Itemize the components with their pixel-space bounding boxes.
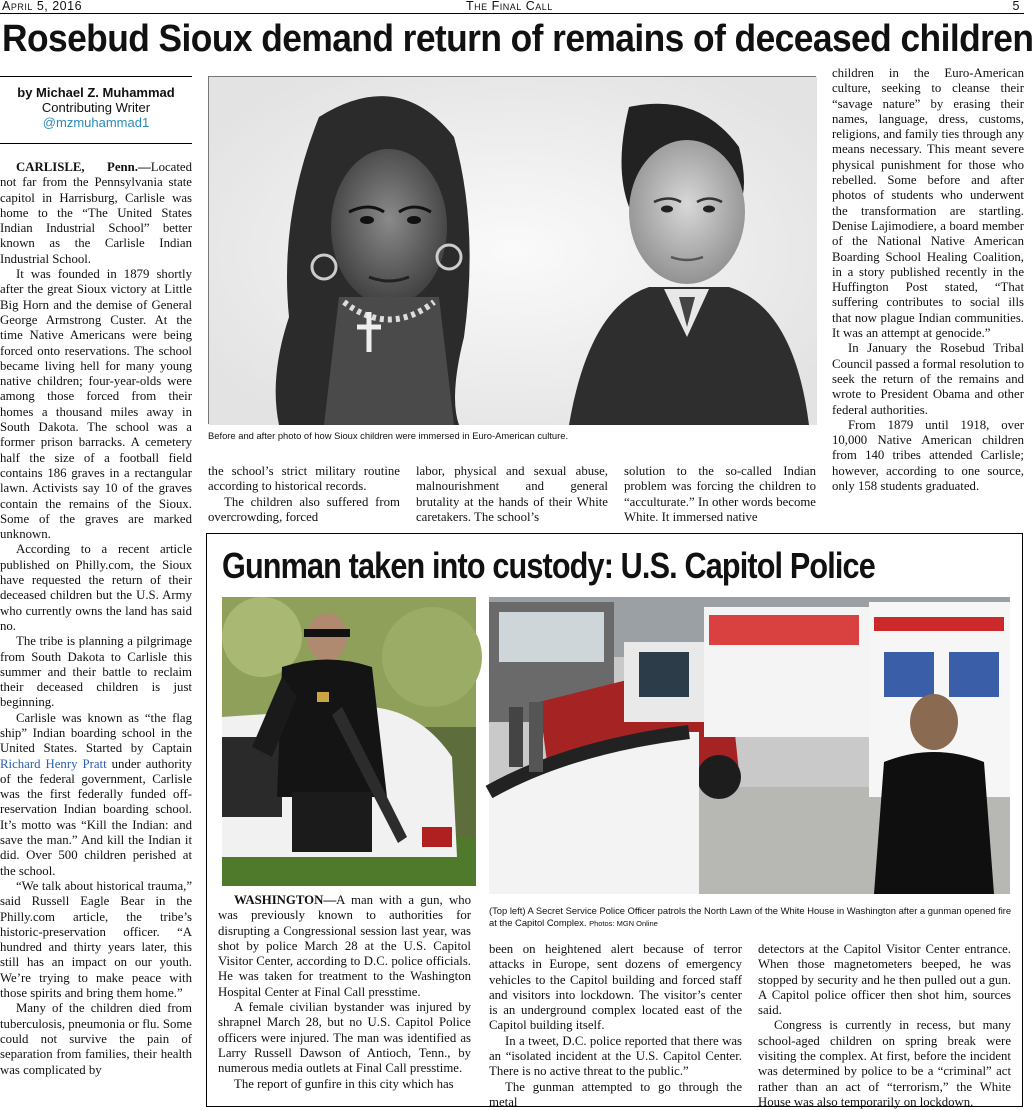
paragraph: In January the Rosebud Tribal Council passed a formal resolution to seek the return of the remains and wrote to President Obama and other federal authorities.: [832, 341, 1024, 417]
paragraph: It was founded in 1879 shortly after the great Sioux victory at Little Big Horn and the demise of General George Armstrong Custer. At the time Native Americans were being forced onto reservations. The school became living hell for many young native children; four-year-olds were among those forced from their homes a thousand miles away in South Dakota. The school was a former prison barracks. A cemetery half the size of a football field contains 186 graves in a rectangular lawn. Activists say 10 of the graves contain the remains of the Sioux. Some of the graves are marked unknown.: [0, 267, 192, 542]
paragraph: In a tweet, D.C. police reported that there was an “isolated incident at the U.S. Capitol Center. There is no active threat to the public.”: [489, 1033, 742, 1079]
dateline: WASHINGTON—: [234, 893, 337, 907]
byline-role: Contributing Writer: [41, 100, 151, 115]
paragraph-text: A man with a gun, who was previously known to authorities for disrupting a Congressional session last year, was shot by police March 28 at the U.S. Capitol Visitor Center, according to D.C. police officials. He was taken for treatment to the Washington Hospital Center at Final Call presstime.: [218, 893, 471, 999]
issue-date: April 5, 2016: [2, 0, 83, 13]
paragraph-text: Located not far from the Pennsylvania state capitol in Harrisburg, Carlisle was home to the “The United States Indian Industrial School” better known as the Carlisle Indian Industrial School.: [0, 160, 192, 266]
photo-credit: Photos: MGN Online: [589, 919, 658, 928]
paragraph: The gunman attempted to go through the metal: [489, 1079, 742, 1109]
article2-column-1: [218, 893, 471, 1095]
article1-column-4: [624, 464, 816, 528]
article1-column-5: [832, 66, 1024, 528]
byline-box: [0, 76, 192, 144]
emergency-vehicles-photo: [489, 597, 1010, 894]
paragraph: children in the Euro-American culture, seeking to cleanse their “savage nature” by erasing their names, language, dress, customs, religions, and family ties through any means necessary. This meant severe physical punishment for those who rebelled. Some before and after photos of students who underwent the transformation are startling. Denise Lajimodiere, a board member of the National Native American Boarding School Healing Coalition, in a story published recently in the Huffington Post stated, “That suffering contributes to social ills that now plague Indian communities. It was an attempt at genocide.”: [832, 66, 1024, 341]
officer-photo: [222, 597, 476, 886]
before-after-photo: [208, 76, 816, 424]
article2-column-2: [489, 942, 742, 1109]
paragraph: “We talk about historical trauma,” said Russell Eagle Bear in the Philly.com article, the tribe’s historic-preservation officer. “A hundred and thirty years later, this still has an impact on our youth. We’re trying to make peace with those spirits and bring them home.”: [0, 878, 192, 1001]
officer-illustration: [222, 597, 476, 886]
paragraph: labor, physical and sexual abuse, malnourishment and general brutality at the hands of their White caretakers. The school’s: [416, 464, 608, 524]
paragraph: The tribe is planning a pilgrimage from South Dakota to Carlisle this summer and their battle to reclaim their deceased children is just beginning.: [0, 634, 192, 710]
article2-headline: Gunman taken into custody: U.S. Capitol Police: [222, 545, 875, 586]
paragraph: [218, 893, 471, 1000]
paragraph: detectors at the Capitol Visitor Center entrance. When those magnetometers beeped, he was stopped by security and he then pulled out a gun. A Capitol police officer then shot him, sources said.: [758, 942, 1011, 1018]
paragraph: The report of gunfire in this city which has: [234, 1076, 454, 1091]
page-number: 5: [1012, 0, 1020, 13]
article2-photo-caption: [489, 905, 1014, 930]
paragraph: the school’s strict military routine according to historical records.: [208, 464, 400, 494]
paragraph: From 1879 until 1918, over 10,000 Native American children from 140 tribes attended Carlisle; however, according to one source, only 158 students graduated.: [832, 417, 1024, 494]
paragraph: solution to the so-called Indian problem was forcing the children to “acculturate.” In other words become White. It immersed native: [624, 464, 816, 524]
paragraph: A female civilian bystander was injured by shrapnel March 28, but no U.S. Capitol Police officers were injured. The man was identified as Larry Russell Dawson of Antioch, Tenn., by numerous media outlets at Final Call presstime.: [218, 1000, 471, 1076]
page-header: [0, 0, 1024, 14]
dateline: CARLISLE, Penn.—: [16, 160, 151, 174]
article1-column-2: [208, 464, 400, 528]
paper-name: The Final Call: [466, 0, 553, 13]
paragraph: [0, 160, 192, 267]
photo-caption: Before and after photo of how Sioux children were immersed in Euro-American culture.: [208, 430, 569, 441]
vehicles-illustration: [489, 597, 1010, 894]
article1-column-3: [416, 464, 608, 528]
paragraph: The children also suffered from overcrowding, forced: [208, 494, 400, 524]
article1-headline: Rosebud Sioux demand return of remains of deceased children: [2, 18, 1033, 60]
paragraph: According to a recent article published on Philly.com, the Sioux have requested the return of their deceased children but the U.S. Army who currently owns the land has said no.: [0, 542, 192, 633]
paragraph: been on heightened alert because of terror attacks in Europe, sent dozens of emergency vehicles to the Capitol building and forced staff and visitors into lockdown. The visitor’s center is an underground complex located east of the Capitol building itself.: [489, 942, 742, 1033]
byline-author: by Michael Z. Muhammad: [17, 85, 175, 100]
richard-henry-pratt-link[interactable]: Richard Henry Pratt: [0, 756, 107, 771]
paragraph: Many of the children died from tuberculosis, pneumonia or flu. Some could not survive the pain of separation from families, their health was complicated by: [0, 1001, 192, 1077]
caption-text: (Top left) A Secret Service Police Officer patrols the North Lawn of the White House in Washington after a gunman opened fire at the Capitol Complex.: [489, 905, 1012, 928]
paragraph-text: Carlisle was known as “the flag ship” Indian boarding school in the United States. Started by Captain: [0, 710, 192, 756]
portrait-illustration: [209, 77, 817, 425]
byline-twitter-link[interactable]: @mzmuhammad1: [42, 115, 150, 130]
paragraph-text: under authority of the federal government, Carlisle was the first federally funded off-reservation Indian boarding school. It’s motto was “Kill the Indian: and save the man.” And kill the Indian it did. Over 500 children perished at the school.: [0, 756, 192, 878]
paragraph: [0, 711, 192, 879]
article2-column-3: [758, 942, 1011, 1109]
paragraph: Congress is currently in recess, but many school-aged children on spring break were visiting the complex. At first, before the incident was determined by police to be a “criminal” act rather than an act of “terrorism,” the White House was also temporarily on lockdown.: [758, 1018, 1011, 1109]
article1-column-1: [0, 160, 192, 1104]
